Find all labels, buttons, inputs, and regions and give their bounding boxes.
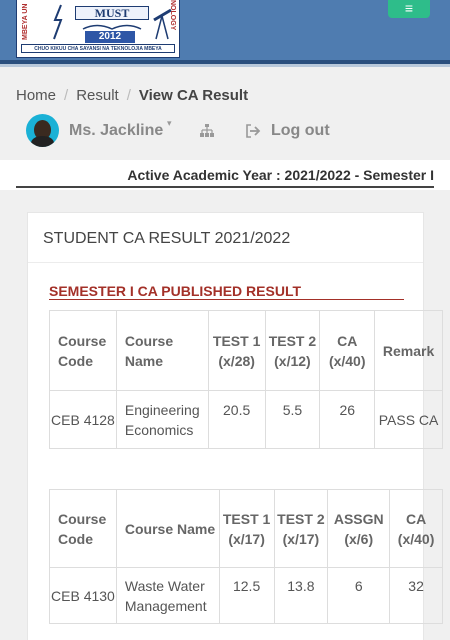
cell-ca: 32 (390, 568, 443, 624)
table-header-test1: TEST 1 (x/28) (208, 311, 265, 391)
cell-course-name: Waste Water Management (116, 568, 219, 624)
table-header-test2: TEST 2 (x/12) (265, 311, 320, 391)
breadcrumb-current: View CA Result (138, 87, 249, 104)
cell-course-code: CEB 4128 (50, 391, 117, 449)
lightning-icon (49, 4, 69, 40)
table-header-course-name: Course Name (116, 490, 219, 568)
breadcrumb-separator: / (126, 87, 131, 104)
table-row (50, 391, 443, 449)
table-header-assgn: ASSGN (x/6) (328, 490, 390, 568)
cell-course-name: Engineering Economics (116, 391, 208, 449)
caret-down-icon[interactable]: ▾ (167, 118, 172, 128)
table-header-ca: CA (x/40) (320, 311, 375, 391)
cell-test2: 13.8 (274, 568, 328, 624)
logo-year: 2012 (85, 31, 135, 43)
logout-icon[interactable] (245, 123, 261, 139)
user-name-dropdown[interactable]: Ms. Jackline (69, 122, 164, 139)
university-logo[interactable] (16, 0, 180, 58)
breadcrumb (16, 87, 248, 105)
breadcrumb-result[interactable]: Result (76, 87, 119, 104)
logo-title: MUST (75, 6, 149, 20)
breadcrumb-home[interactable]: Home (16, 87, 57, 104)
top-navbar (0, 0, 450, 64)
ca-result-table (49, 310, 443, 449)
table-header-course-code: Course Code (50, 490, 117, 568)
ca-result-table (49, 489, 443, 624)
table-header-ca: CA (x/40) (390, 490, 443, 568)
cell-test1: 20.5 (208, 391, 265, 449)
cell-course-code: CEB 4130 (50, 568, 117, 624)
cell-ca: 26 (320, 391, 375, 449)
card-divider (28, 262, 423, 263)
table-header-test1: TEST 1 (x/17) (219, 490, 274, 568)
table-header-course-name: Course Name (116, 311, 208, 391)
cell-remark: PASS CA (375, 391, 443, 449)
logo-band-text: CHUO KIKUU CHA SAYANSI NA TEKNOLOJIA MBEYA (21, 44, 175, 53)
semester-title-underline (49, 299, 404, 300)
breadcrumb-separator: / (64, 87, 69, 104)
hamburger-menu-button[interactable] (388, 0, 430, 18)
avatar[interactable] (26, 114, 59, 147)
active-academic-year: Active Academic Year : 2021/2022 - Semester I (127, 167, 434, 183)
cell-test2: 5.5 (265, 391, 320, 449)
sitemap-icon[interactable] (200, 124, 214, 138)
cell-assgn: 6 (328, 568, 390, 624)
table-header-test2: TEST 2 (x/17) (274, 490, 328, 568)
ca-result-card (27, 212, 439, 640)
header-divider (0, 64, 450, 67)
semester-title: SEMESTER I CA PUBLISHED RESULT (49, 283, 302, 299)
logo-arc-right-text: NOLOGY (169, 0, 176, 31)
academic-year-underline (16, 186, 434, 188)
logout-link[interactable]: Log out (271, 122, 330, 139)
hamburger-icon: ≡ (404, 0, 414, 16)
logo-emblem (21, 0, 177, 44)
table-header-remark: Remark (375, 311, 443, 391)
logo-arc-left-text: MBEYA UN (22, 3, 29, 40)
table-row (50, 568, 443, 624)
table-header-course-code: Course Code (50, 311, 117, 391)
book-icon (81, 21, 143, 31)
cell-test1: 12.5 (219, 568, 274, 624)
card-title: STUDENT CA RESULT 2021/2022 (43, 230, 291, 247)
